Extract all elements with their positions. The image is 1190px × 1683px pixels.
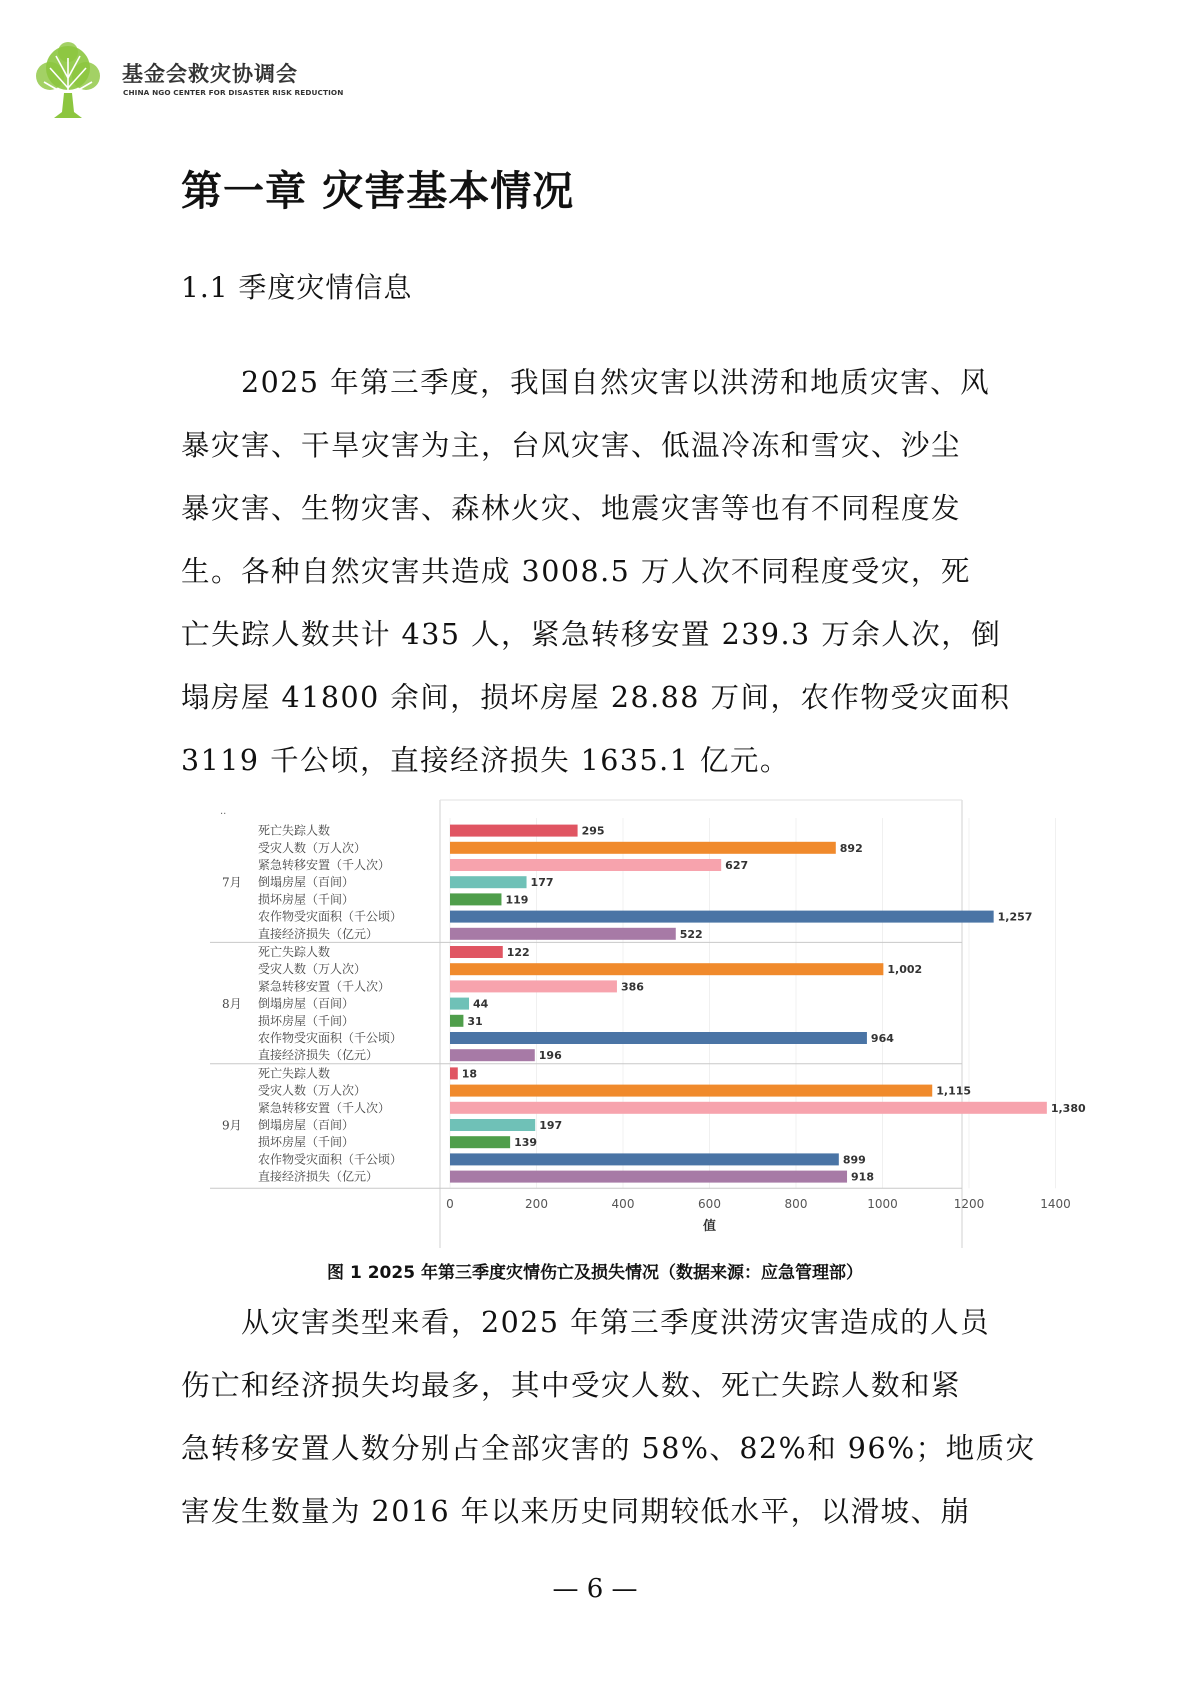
paragraph-line: 暴灾害、干旱灾害为主，台风灾害、低温冷冻和雪灾、沙尘 [181,429,962,462]
group-label: 9月 [222,1118,242,1133]
bar [450,1067,458,1079]
logo-text-en: CHINA NGO CENTER FOR DISASTER RISK REDUCTION [123,88,344,97]
bar-value-label: 139 [514,1136,538,1150]
bar [450,1049,535,1061]
category-label: 死亡失踪人数 [258,945,331,959]
paragraph-line: 2025 年第三季度，我国自然灾害以洪涝和地质灾害、风 [181,366,991,399]
tree-logo-icon [26,38,110,120]
bar-value-label: 899 [842,1153,866,1167]
bar [450,998,469,1010]
group-label: 7月 [222,875,242,890]
x-tick-label: 200 [525,1197,548,1212]
bar-value-label: 1,380 [1050,1101,1086,1115]
bar-value-label: 1,115 [936,1084,972,1098]
bar [450,1085,932,1097]
x-tick-label: 1200 [953,1197,985,1212]
page-number: — 6 — [552,1574,638,1604]
bar [450,1136,510,1148]
section-title: 1.1 季度灾情信息 [181,271,413,304]
bar-value-label: 18 [461,1067,478,1081]
group-label: 8月 [222,997,242,1012]
x-tick-label: 0 [446,1197,454,1212]
bar [450,963,883,975]
bar [450,1102,1047,1114]
bar [450,842,836,854]
bar-value-label: 522 [679,927,703,941]
paragraph-line: 3119 千公顷，直接经济损失 1635.1 亿元。 [181,744,790,777]
bar-value-label: 44 [473,997,489,1011]
x-tick-label: 400 [611,1197,635,1212]
paragraph-line: 从灾害类型来看，2025 年第三季度洪涝灾害造成的人员 [181,1306,991,1339]
bar [450,1171,847,1183]
bar [450,825,578,837]
category-label: 倒塌房屋（百间） [258,875,355,890]
x-tick-label: 600 [698,1197,721,1212]
category-label: 损坏房屋（千间） [258,1013,355,1028]
bar-value-label: 295 [581,824,605,838]
paragraph-line: 伤亡和经济损失均最多，其中受灾人数、死亡失踪人数和紧 [181,1369,962,1402]
category-label: 直接经济损失（亿元） [258,926,379,941]
paragraph-line: 亡失踪人数共计 435 人，紧急转移安置 239.3 万余人次，倒 [181,618,1002,651]
x-tick-label: 1400 [1040,1197,1071,1212]
category-label: 紧急转移安置（千人次） [258,979,391,994]
category-label: 损坏房屋（千间） [258,1135,355,1150]
bar [450,946,503,958]
logo [26,38,344,120]
paragraph-line: 害发生数量为 2016 年以来历史同期较低水平，以滑坡、崩 [181,1495,971,1528]
category-label: 农作物受灾面积（千公顷） [258,1031,403,1045]
logo-text-cn: 基金会救灾协调会 [122,62,298,86]
bar [450,1153,839,1165]
x-tick-label: 800 [784,1197,808,1212]
bar [450,893,501,905]
bar [450,928,676,940]
category-label: 直接经济损失（亿元） [258,1048,379,1063]
paragraph-line: 暴灾害、生物灾害、森林火灾、地震灾害等也有不同程度发 [181,492,962,525]
header-mark: .. [220,806,227,817]
bar-value-label: 1,257 [997,910,1033,924]
bar-value-label: 196 [538,1049,562,1063]
category-label: 损坏房屋（千间） [258,892,355,907]
figure-caption: 图 1 2025 年第三季度灾情伤亡及损失情况（数据来源：应急管理部） [327,1263,863,1283]
bar-value-label: 892 [839,841,863,855]
paragraph-line: 塌房屋 41800 余间，损坏房屋 28.88 万间，农作物受灾面积 [181,681,1011,714]
bar-value-label: 918 [851,1170,875,1184]
category-label: 倒塌房屋（百间） [258,996,355,1011]
category-label: 农作物受灾面积（千公顷） [258,909,403,924]
category-label: 直接经济损失（亿元） [258,1169,379,1184]
category-label: 受灾人数（万人次） [258,1083,367,1098]
bar [450,1119,535,1131]
bar-value-label: 122 [506,946,530,959]
bar [450,859,721,871]
category-label: 紧急转移安置（千人次） [258,1100,391,1115]
category-label: 倒塌房屋（百间） [258,1118,355,1132]
bar [450,1032,867,1044]
bar-value-label: 31 [467,1014,483,1028]
disaster-bar-chart [210,800,1086,1248]
bar [450,980,617,992]
category-label: 紧急转移安置（千人次） [258,858,391,872]
bar [450,1015,463,1027]
bar-value-label: 627 [725,859,749,872]
category-label: 死亡失踪人数 [258,823,331,838]
bar-value-label: 386 [620,980,644,994]
bar-value-label: 119 [505,893,529,907]
bar [450,911,994,923]
category-label: 受灾人数（万人次） [258,962,367,977]
x-tick-label: 1000 [867,1197,898,1212]
paragraph-line: 急转移安置人数分别占全部灾害的 58%、82%和 96%；地质灾 [181,1432,1036,1465]
bar-value-label: 964 [870,1032,894,1045]
category-label: 受灾人数（万人次） [258,840,367,855]
category-label: 死亡失踪人数 [258,1066,331,1081]
category-label: 农作物受灾面积（千公顷） [258,1152,403,1167]
chapter-title: 第一章 灾害基本情况 [181,167,575,215]
x-axis-label: 值 [702,1219,717,1235]
paragraph-line: 生。各种自然灾害共造成 3008.5 万人次不同程度受灾，死 [181,555,971,588]
bar-value-label: 197 [539,1119,563,1132]
bar-value-label: 177 [530,876,554,890]
bar-value-label: 1,002 [887,963,923,977]
bar [450,876,527,888]
